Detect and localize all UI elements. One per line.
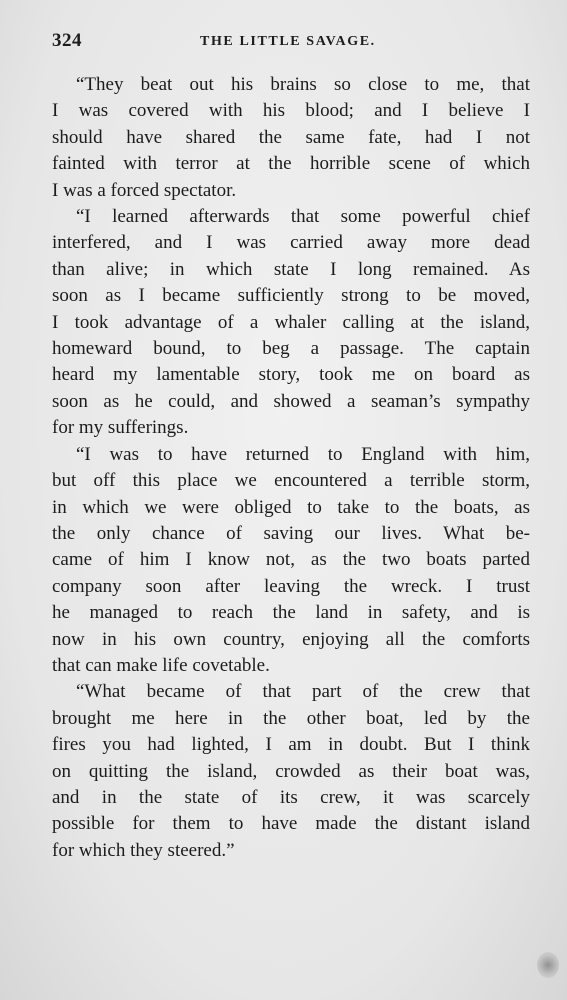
text-line: I was a forced spectator.: [52, 179, 237, 201]
text-line: soon as I became sufficiently strong to be moved,: [52, 285, 530, 307]
text-line: that can make life covetable.: [52, 654, 270, 676]
text-line: and in the state of its crew, it was scarcely: [52, 786, 530, 808]
text-line: I took advantage of a whaler calling at the island,: [52, 311, 530, 333]
text-line: “I learned afterwards that some powerful chief: [76, 206, 530, 228]
ink-blot: [537, 952, 559, 978]
text-line: interfered, and I was carried away more dead: [52, 232, 530, 254]
text-line: for which they steered.”: [52, 839, 235, 861]
text-line: fires you had lighted, I am in doubt. But I think: [52, 734, 530, 756]
page-number: 324: [52, 30, 82, 51]
text-line: soon as he could, and showed a seaman’s sympathy: [52, 390, 530, 412]
text-line: he managed to reach the land in safety, and is: [52, 602, 530, 624]
text-line: I was covered with his blood; and I believe I: [52, 100, 530, 122]
paragraph: [52, 442, 530, 680]
text-line: should have shared the same fate, had I not: [52, 126, 530, 148]
text-line: “They beat out his brains so close to me, that: [76, 74, 530, 95]
text-line: company soon after leaving the wreck. I trust: [52, 575, 530, 597]
page-header: [52, 28, 528, 58]
text-line: in which we were obliged to take to the boats, as: [52, 496, 530, 518]
text-line: than alive; in which state I long remained. As: [52, 258, 530, 280]
text-line: “What became of that part of the crew that: [76, 681, 530, 703]
paragraph: [52, 72, 530, 204]
text-line: possible for them to have made the distant island: [52, 813, 530, 835]
text-line: heard my lamentable story, took me on board as: [52, 364, 530, 386]
body-text: [52, 72, 530, 864]
text-line: but off this place we encountered a terrible storm,: [52, 470, 530, 492]
text-line: homeward bound, to beg a passage. The captain: [52, 338, 530, 360]
paragraph: [52, 204, 530, 442]
text-line: on quitting the island, crowded as their boat was,: [52, 760, 530, 782]
text-line: brought me here in the other boat, led by the: [52, 707, 530, 729]
paragraph: [52, 679, 530, 864]
text-line: fainted with terror at the horrible scene of which: [52, 153, 530, 175]
text-line: “I was to have returned to England with him,: [76, 443, 530, 465]
text-line: for my sufferings.: [52, 417, 189, 439]
text-line: the only chance of saving our lives. What be-: [52, 522, 530, 544]
text-line: came of him I know not, as the two boats parted: [52, 549, 530, 571]
text-line: now in his own country, enjoying all the comforts: [52, 628, 530, 650]
running-title: THE LITTLE SAVAGE.: [200, 34, 376, 49]
